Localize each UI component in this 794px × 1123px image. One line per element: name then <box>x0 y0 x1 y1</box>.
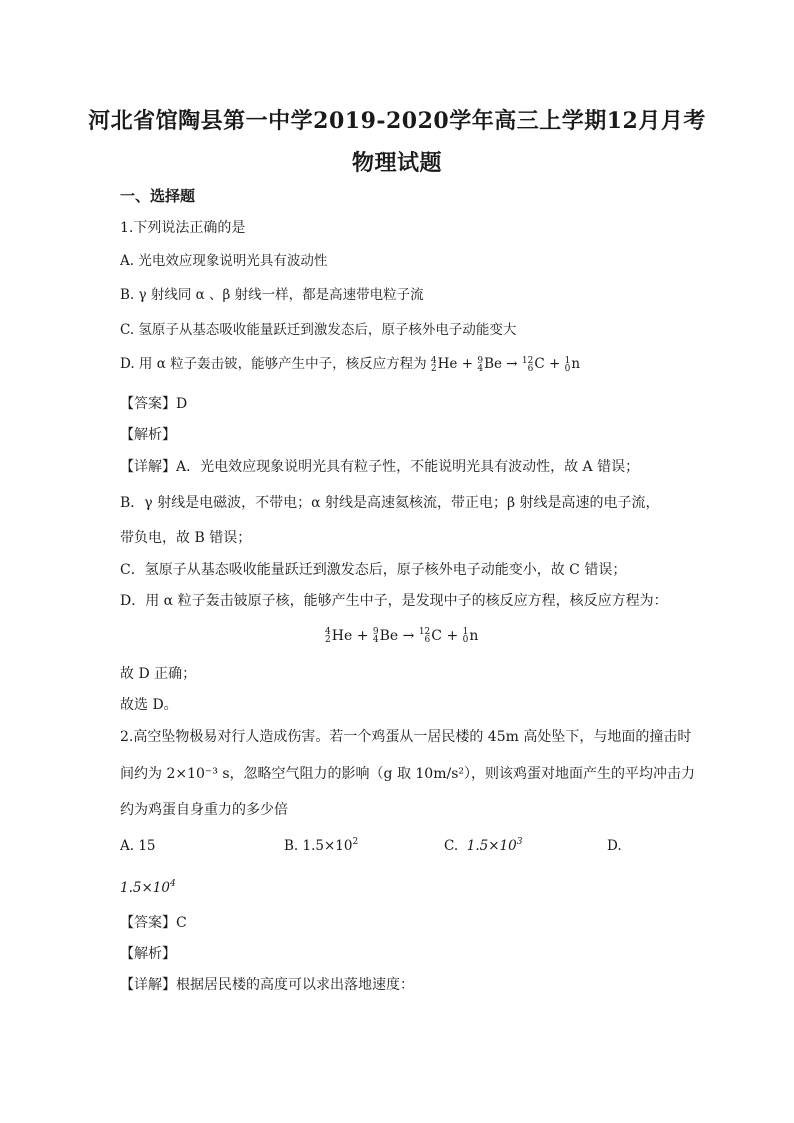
question-2-option-a: A. 15 <box>120 838 156 854</box>
question-1-detail-d: D．用 α 粒子轰击铍原子核，能够产生中子，是发现中子的核反应方程，核反应方程为： <box>120 593 668 609</box>
question-1-answer: 【答案】D <box>120 396 188 412</box>
arrow-icon: → <box>506 356 518 372</box>
arrow-icon: → <box>402 628 415 644</box>
question-1-option-d <box>120 354 580 374</box>
question-2-option-b: B. $1.5\times 10^2$ <box>284 837 359 854</box>
question-1-detail-a: 【详解】A．光电效应现象说明光具有粒子性，不能说明光具有波动性，故 A 错误； <box>120 459 640 475</box>
question-2-answer: 【答案】C <box>120 915 187 931</box>
beryllium-nuclide: 9 4 Be <box>477 355 502 374</box>
question-1-detail-b-line1: B．γ 射线是电磁波，不带电；α 射线是高速氦核流，带正电；β 射线是高速的电子流， <box>120 495 660 511</box>
option-d-text: D. 用 α 粒子轰击铍，能够产生中子，核反应方程为 <box>120 356 427 372</box>
document-subtitle: 物理试题 <box>351 150 442 176</box>
question-2-stem-line2: 间约为 2×10⁻³ s，忽略空气阻力的影响（g 取 10m/s²），则该鸡蛋对地面产生的平均冲击力 <box>120 766 696 782</box>
question-2-option-d-value: $1.5\times 10^4$ <box>120 879 176 896</box>
question-1-option-c: C. 氢原子从基态吸收能量跃迁到激发态后，原子核外电子动能变大 <box>120 322 517 338</box>
question-2-option-c: C. $1.5\times 10^3$ <box>444 837 523 854</box>
question-1-final-choice: 故选 D。 <box>120 697 178 713</box>
section-heading: 一、选择题 <box>120 187 196 205</box>
question-2-stem-line1: 2.高空坠物极易对行人造成伤害。若一个鸡蛋从一居民楼的 45m 高处坠下，与地面的撞击时 <box>120 729 692 745</box>
document-title: 河北省馆陶县第一中学2019-2020学年高三上学期12月月考 <box>88 108 706 134</box>
question-2-option-d-label: D. <box>607 838 622 854</box>
inline-nuclear-equation: 4 2 He + 9 4 Be → 12 6 C + 1 0 n <box>430 355 581 374</box>
neutron-nuclide: 1 0 n <box>462 627 479 645</box>
helium-nuclide: 4 2 He <box>430 355 458 374</box>
beryllium-nuclide: 9 4 Be <box>372 627 399 645</box>
question-1-conclusion: 故 D 正确； <box>120 666 197 682</box>
carbon-nuclide: 12 6 C <box>521 355 545 374</box>
question-1-analysis-label: 【解析】 <box>120 427 176 443</box>
neutron-nuclide: 1 0 n <box>564 355 581 374</box>
question-1-detail-b-line2: 带负电，故 B 错误； <box>120 530 252 546</box>
question-1-stem: 1.下列说法正确的是 <box>120 220 246 236</box>
question-2-analysis-label: 【解析】 <box>120 946 176 962</box>
question-1-option-a: A. 光电效应现象说明光具有波动性 <box>120 253 328 269</box>
display-nuclear-equation: 4 2 He + 9 4 Be → 12 6 C + 1 0 n <box>325 627 479 645</box>
helium-nuclide: 4 2 He <box>325 627 353 645</box>
question-2-detail: 【详解】根据居民楼的高度可以求出落地速度： <box>120 977 414 993</box>
carbon-nuclide: 12 6 C <box>418 627 442 645</box>
question-1-detail-c: C．氢原子从基态吸收能量跃迁到激发态后，原子核外电子动能变小，故 C 错误； <box>120 562 627 578</box>
question-2-stem-line3: 约为鸡蛋自身重力的多少倍 <box>120 802 288 818</box>
question-1-option-b: B. γ 射线同 α 、β 射线一样，都是高速带电粒子流 <box>120 287 424 303</box>
